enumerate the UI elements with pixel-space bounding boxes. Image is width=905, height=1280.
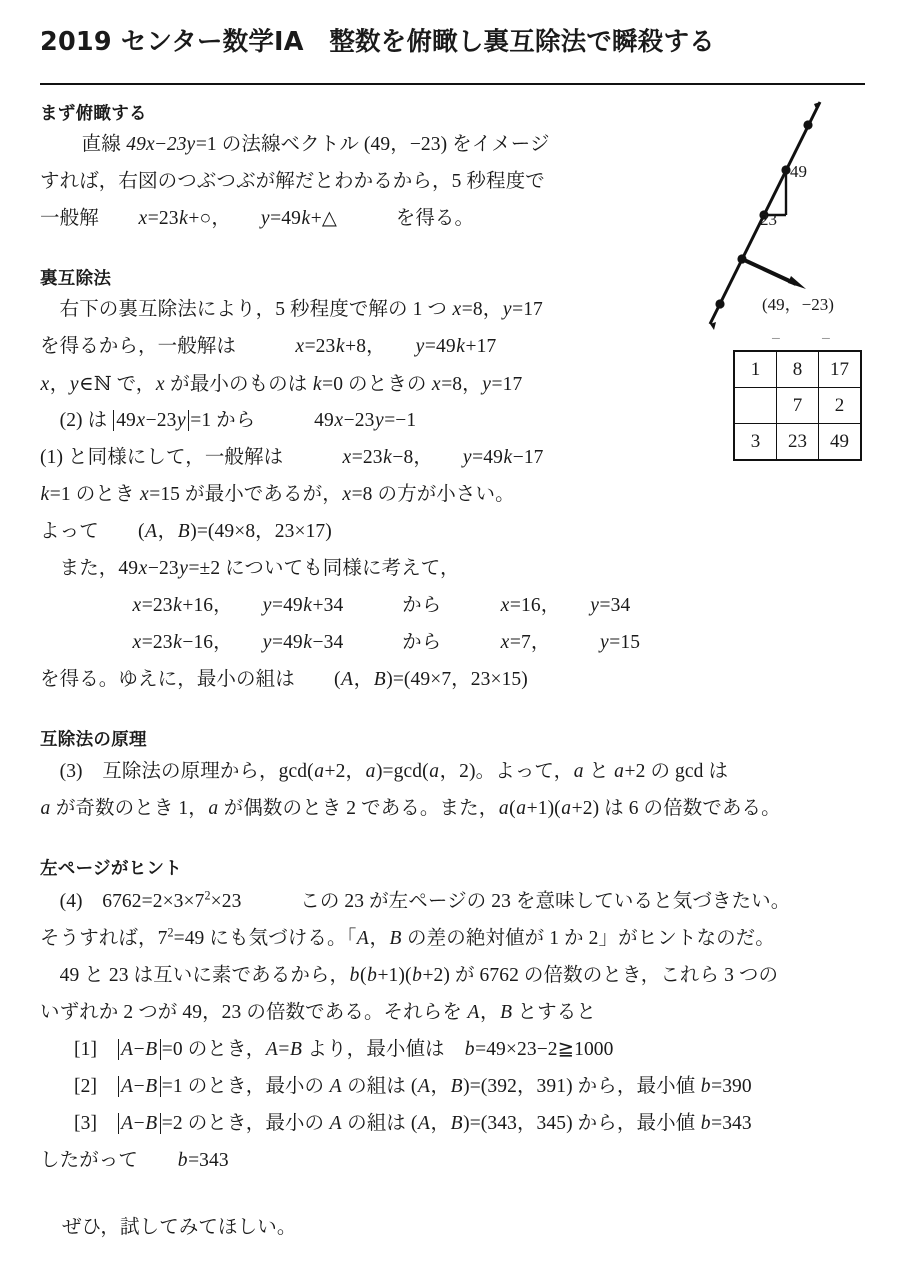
table-cell: 7 bbox=[777, 388, 819, 424]
body-line: 一般解 x=23k+○， y=49k+△ を得る。 bbox=[40, 208, 475, 229]
section-heading-ura-gojohou: 裏互除法 bbox=[40, 269, 112, 289]
table-cell bbox=[734, 388, 777, 424]
normal-vector-shaft bbox=[742, 259, 796, 284]
body-line: k=1 のとき x=15 が最小であるが，x=8 の方が小さい。 bbox=[40, 484, 515, 505]
body-line: x=23k−16， y=49k−34 から x=7， y=15 bbox=[132, 632, 641, 653]
rise-label: 49 bbox=[790, 162, 807, 181]
table-cell: 1 bbox=[734, 351, 777, 388]
body-line: (3) 互除法の原理から，gcd(a+2，a)=gcd(a，2)。よって，a と a+2 の gcd は bbox=[40, 761, 729, 782]
table-cell: 49 bbox=[819, 424, 862, 461]
table-cell: 23 bbox=[777, 424, 819, 461]
table-column-signs bbox=[733, 330, 862, 350]
column-sign-3: − bbox=[821, 329, 831, 348]
lattice-dot bbox=[803, 120, 812, 129]
table-cell: 2 bbox=[819, 388, 862, 424]
section-heading-hint: 左ページがヒント bbox=[40, 859, 183, 879]
table-cell: 17 bbox=[819, 351, 862, 388]
ura-gojohou-table bbox=[733, 350, 862, 461]
body-line: また，49x−23y=±2 についても同様に考えて， bbox=[40, 558, 460, 579]
body-line: x=23k+16， y=49k+34 から x=16， y=34 bbox=[132, 595, 631, 616]
section-heading-overview: まず俯瞰する bbox=[40, 104, 147, 124]
body-line: を得るから，一般解は x=23k+8， y=49k+17 bbox=[40, 336, 497, 357]
body-line: (4) $6762=2\times 3\times 7^2\times 23$ この 23 が左ページの 23 を意味していると気づきたい。 bbox=[40, 888, 791, 912]
body-line: そうすれば，$7^2=49$ にも気づける。「A，B の差の絶対値が 1 か 2」がヒントなのだ。 bbox=[40, 925, 775, 949]
body-line: すれば，右図のつぶつぶが解だとわかるから，5 秒程度で bbox=[40, 171, 545, 192]
table-cell: 3 bbox=[734, 424, 777, 461]
body-line: よって (A，B)=(49×8，23×17) bbox=[40, 521, 332, 542]
title-divider bbox=[40, 83, 865, 85]
body-line: [3] A−B =2 のとき，最小の A の組は (A，B)=(343，345) から，最小値 b=343 bbox=[74, 1113, 752, 1134]
table-row bbox=[734, 351, 861, 388]
normal-vector-label: (49，−23) bbox=[762, 295, 834, 314]
section-heading-principle: 互除法の原理 bbox=[40, 730, 147, 750]
body-line: (2) は 49x−23y =1 から 49x−23y=−1 bbox=[40, 410, 417, 431]
page-title: 2019 センター数学ⅠA 整数を俯瞰し裏互除法で瞬殺する bbox=[40, 27, 715, 57]
lattice-dot bbox=[715, 299, 724, 308]
table-row bbox=[734, 388, 861, 424]
body-line: いずれか 2 つが 49，23 の倍数である。それらを A，B とすると bbox=[40, 1002, 596, 1023]
column-sign-2: − bbox=[771, 329, 781, 348]
body-line: a が奇数のとき 1，a が偶数のとき 2 である。また，a(a+1)(a+2) は 6 の倍数である。 bbox=[40, 798, 781, 819]
body-line: x，y∈ℕ で，x が最小のものは k=0 のときの x=8，y=17 bbox=[40, 372, 523, 395]
body-line: [2] A−B =1 のとき，最小の A の組は (A，B)=(392，391) から，最小値 b=390 bbox=[74, 1076, 752, 1097]
body-line: 49 と 23 は互いに素であるから，b(b+1)(b+2) が 6762 の倍数のとき，これら 3 つの bbox=[40, 965, 779, 986]
table-row bbox=[734, 424, 861, 461]
body-line: (1) と同様にして，一般解は x=23k−8， y=49k−17 bbox=[40, 447, 544, 468]
ura-gojohou-table-wrap bbox=[733, 330, 862, 461]
run-label: 23 bbox=[760, 210, 777, 229]
table-cell: 8 bbox=[777, 351, 819, 388]
normal-vector-head bbox=[788, 276, 806, 289]
body-line: [1] A−B =0 のとき，A=B より，最小値は b=49×23−2≧1000 bbox=[74, 1039, 614, 1060]
body-line: 直線 49x−23y=1 の法線ベクトル (49，−23) をイメージ bbox=[62, 134, 550, 155]
closing-line: ぜひ，試してみてほしい。 bbox=[62, 1217, 297, 1238]
lattice-line-diagram bbox=[690, 92, 905, 342]
body-line: 右下の裏互除法により，5 秒程度で解の 1 つ x=8，y=17 bbox=[40, 299, 543, 320]
body-line: したがって b=343 bbox=[40, 1150, 229, 1171]
body-line: を得る。ゆえに，最小の組は (A，B)=(49×7，23×15) bbox=[40, 669, 528, 690]
